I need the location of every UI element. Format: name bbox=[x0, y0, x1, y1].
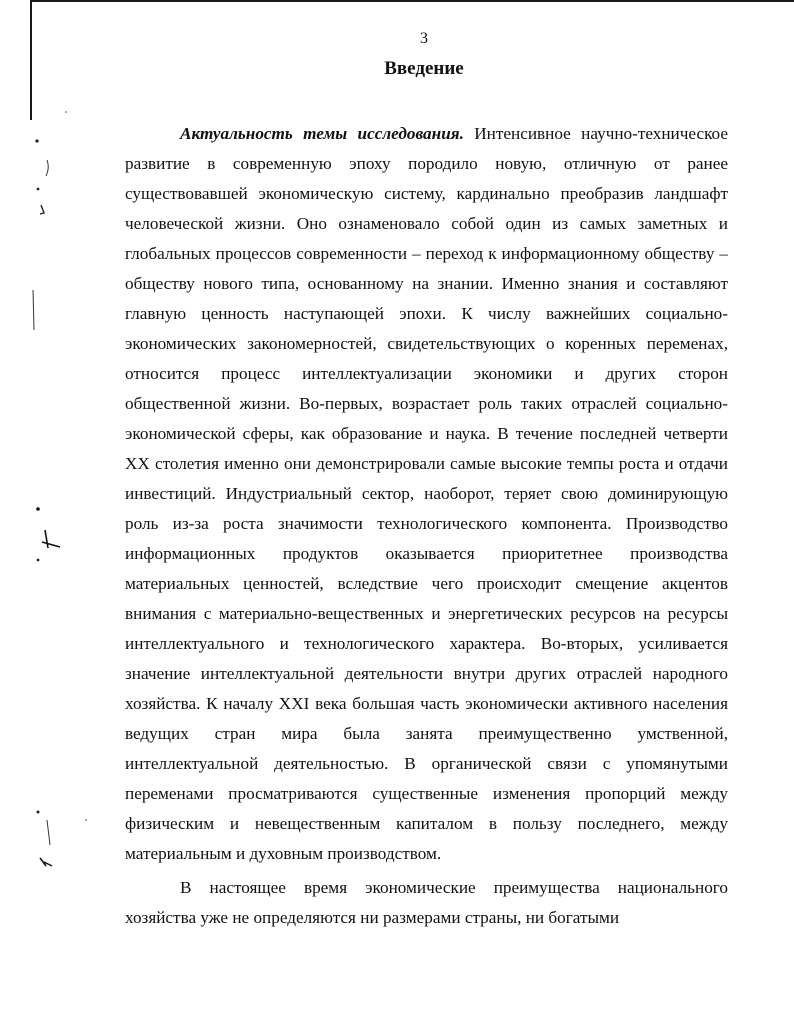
paragraph-2 bbox=[125, 873, 728, 933]
scan-margin-specks bbox=[0, 0, 120, 1026]
paragraph-1-text: Интенсивное научно-техническое развитие в современную эпоху породило новую, отличную от ранее существовавшей экономическую систему, кардинально преобразив ландшафт человеческой жизни. Оно ознаменовало собой один из самых заметных и глобальных процессов современности – переход к информационному обществу – обществу нового типа, основанному на знании. Именно знания и составляют главную ценность наступающей эпохи. К числу важнейших социально-экономических закономерностей, свидетельствующих о коренных переменах, относится процесс интеллектуализации экономики и других сторон общественной жизни. Во-первых, возрастает роль таких отраслей социально-экономической сферы, как образование и наука. В течение последней четверти XX столетия именно они демонстрировали самые высокие темпы роста и отдачи инвестиций. Индустриальный сектор, наоборот, теряет свою доминирующую роль из-за роста значимости технологического компонента. Производство информационных продуктов оказывается приоритетнее производства материальных ценностей, вследствие чего происходит смещение акцентов внимания с материально-вещественных и энергетических ресурсов на ресурсы интеллектуального и технологического характера. Во-вторых, усиливается значение интеллектуальной деятельности внутри других отраслей народного хозяйства. К началу XXI века большая часть экономически активного населения ведущих стран мира была занята преимущественно умственной, интеллектуальной деятельностью. В органической связи с упомянутыми переменами просматриваются существенные изменения пропорций между физическим и невещественным капиталом в пользу последнего, между материальным и духовным производством. bbox=[125, 124, 728, 863]
scan-border-top bbox=[30, 0, 794, 2]
page-title: Введение bbox=[384, 58, 464, 79]
paragraph-1-lead: Актуальность темы исследования. bbox=[180, 124, 464, 143]
paragraph-2-text: В настоящее время экономические преимущества национального хозяйства уже не определяются ни размерами страны, ни богатыми bbox=[125, 878, 728, 927]
paragraph-1 bbox=[125, 119, 728, 869]
page-number: 3 bbox=[420, 30, 428, 47]
